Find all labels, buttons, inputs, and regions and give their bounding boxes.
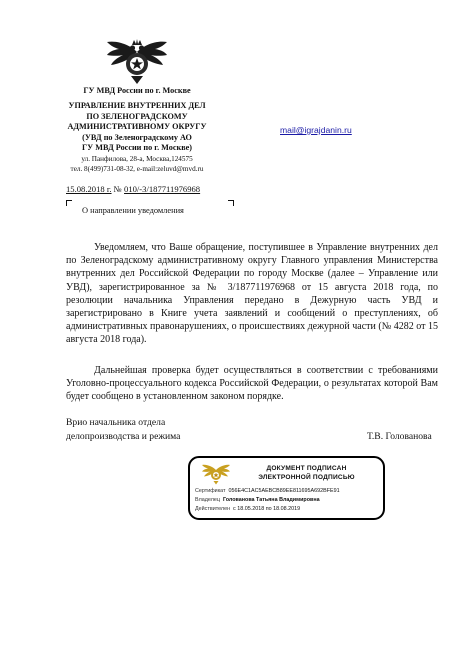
stamp-valid-label: Действителен	[195, 506, 231, 512]
stamp-owner-value: Голованова Татьяна Владимировна	[222, 497, 320, 503]
reg-separator: №	[111, 184, 125, 194]
stamp-cert-label: Сертификат	[195, 488, 226, 494]
bracket-top-right	[228, 200, 234, 206]
bracket-top-left	[66, 200, 72, 206]
org-short-name: ГУ МВД России по г. Москве	[83, 86, 191, 95]
dept-line: УПРАВЛЕНИЕ ВНУТРЕННИХ ДЕЛ	[68, 101, 206, 110]
signer-position-2: делопроизводства и режима	[66, 431, 181, 442]
body-paragraph-1: Уведомляем, что Ваше обращение, поступившее в Управление внутренних дел по Зеленоградскому административному округу Главного управления Министерства внутренних дел Российской Федерации по городу Москве (далее – Управление или УВД), зарегистрированное за № 3/187711976968 от 15 августа 2018 года, по резолюции начальника Управления передано в Дежурную часть УВД и зарегистрировано в Книге учета заявлений и сообщений о преступлениях, об административных правонарушениях, о происшествиях дежурной части (№ 4282 от 15 августа 2018 года).	[66, 242, 438, 346]
stamp-owner-label: Владелец	[195, 497, 220, 503]
dept-name	[47, 101, 227, 154]
stamp-emblem-icon	[201, 462, 231, 486]
dept-line: ПО ЗЕЛЕНОГРАДСКОМУ	[86, 111, 188, 121]
stamp-valid-value: с 18.05.2018 по 18.08.2019	[233, 506, 301, 512]
org-address: ул. Панфилова, 28-а, Москва,124575	[81, 155, 193, 163]
dept-line: (УВД по Зеленоградскому АО	[82, 132, 192, 142]
registration-line	[66, 184, 200, 194]
stamp-validity-row	[195, 506, 300, 512]
reg-number: 010/-3/187711976968	[124, 184, 201, 194]
stamp-owner-row	[195, 497, 320, 503]
stamp-cert-value: 056E4C1AC5AEBCB89EE811695A692BFE91	[228, 488, 340, 494]
signer-position-1: Врио начальника отдела	[66, 417, 166, 428]
stamp-title	[234, 465, 379, 482]
org-contacts: тел. 8(499)731-08-32, e-mail:zeluvd@mvd.ru	[70, 165, 204, 173]
mvd-emblem-icon	[105, 36, 169, 86]
dept-line: АДМИНИСТРАТИВНОМУ ОКРУГУ	[67, 122, 207, 131]
stamp-title-line: ЭЛЕКТРОННОЙ ПОДПИСЬЮ	[258, 473, 355, 481]
signer-name: Т.В. Голованова	[367, 431, 432, 442]
dept-line: ГУ МВД России по г. Москве)	[81, 143, 193, 152]
stamp-title-line: ДОКУМЕНТ ПОДПИСАН	[266, 465, 347, 472]
electronic-signature-stamp	[188, 456, 385, 520]
stamp-certificate-row	[195, 488, 340, 494]
reg-date: 15.08.2018 г.	[66, 184, 112, 194]
letter-subject: О направлении уведомления	[82, 206, 184, 215]
recipient-email-link[interactable]: mail@igrajdanin.ru	[280, 125, 352, 135]
body-paragraph-2: Дальнейшая проверка будет осуществляться в соответствии с требованиями Уголовно-процессуального кодекса Российской Федерации, о результатах которой Вам будет сообщено в установленном законом порядке.	[66, 365, 438, 403]
